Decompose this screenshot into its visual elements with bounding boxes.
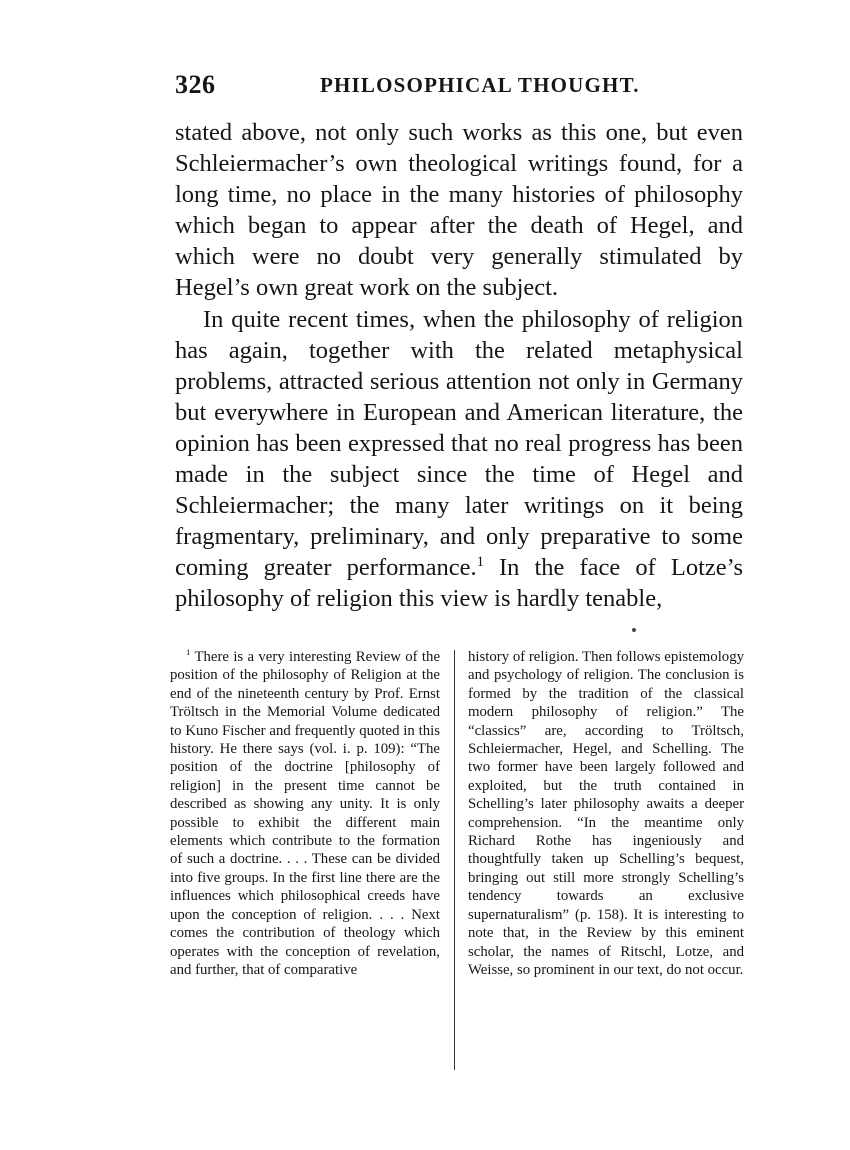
page-number: 326 — [175, 70, 216, 99]
paragraph-2 — [175, 304, 743, 615]
footnote-left-text: There is a very interesting Review of the position of the philosophy of Religion at the end of the nineteenth century by Prof. Ernst Tröltsch in the Memorial Volume dedicated to Kuno Fischer and frequently quoted in this history. He there says (vol. i. p. 109): “The position of the doctrine [philosophy of religion] in the present time cannot be described as showing any unity. It is only possible to exhibit the different main elements which contribute to the formation of such a doctrine. . . . These can be divided into five groups. In the first line there are the influences which philosophical creeds have upon the conception of religion. . . . Next comes the contribution of theology which operates with the conception of revelation, and further, that of comparative — [170, 649, 441, 978]
page-header — [175, 70, 745, 104]
footnote-marker: 1 — [186, 647, 191, 658]
running-title: PHILOSOPHICAL THOUGHT. — [320, 73, 640, 97]
footnote-column-divider — [454, 650, 455, 1070]
footnote-block — [170, 648, 742, 1078]
paragraph-2-text: In quite recent times, when the philosophy of religion has again, together with the related metaphysical problems, attracted serious attention not only in Germany but everywhere in European and American literature, the opinion has been expressed that no real progress has been made in the subject since the time of Hegel and Schleiermacher; the many later writings on it being fragmentary, preliminary, and only preparative to some coming greater performance. — [175, 305, 743, 582]
paragraph-1: stated above, not only such works as this one, but even Schleiermacher’s own theological writings found, for a long time, no place in the many histories of philosophy which began to appear after the death of Hegel, and which were no doubt very generally stimulated by Hegel’s own great work on the subject. — [175, 119, 743, 302]
main-text — [175, 117, 743, 615]
footnote-column-right: history of religion. Then follows epistemology and psychology of religion. The conclusion is formed by the tradition of the classical modern philosophy of religion.” The “classics” are, according to Tröltsch, Schleiermacher, Hegel, and Schelling. The two former have been largely followed and exploited, but the truth contained in Schelling’s later philosophy awaits a deeper comprehension. “In the meantime only Richard Rothe has ingeniously and thoughtfully taken up Schelling’s bequest, bringing out still more strongly Schelling’s tendency towards an exclusive supernaturalism” (p. 158). It is interesting to note that, in the Review by this eminent scholar, the names of Ritschl, Lotze, and Weisse, so prominent in our text, do not occur. — [468, 649, 744, 978]
paragraph-2-continuation: In the face of Lotze’s philosophy of religion this view is hardly tenable, — [175, 554, 743, 613]
footnote-column-left — [170, 648, 440, 979]
footnote-reference: 1 — [476, 554, 484, 571]
print-speck — [632, 628, 636, 632]
